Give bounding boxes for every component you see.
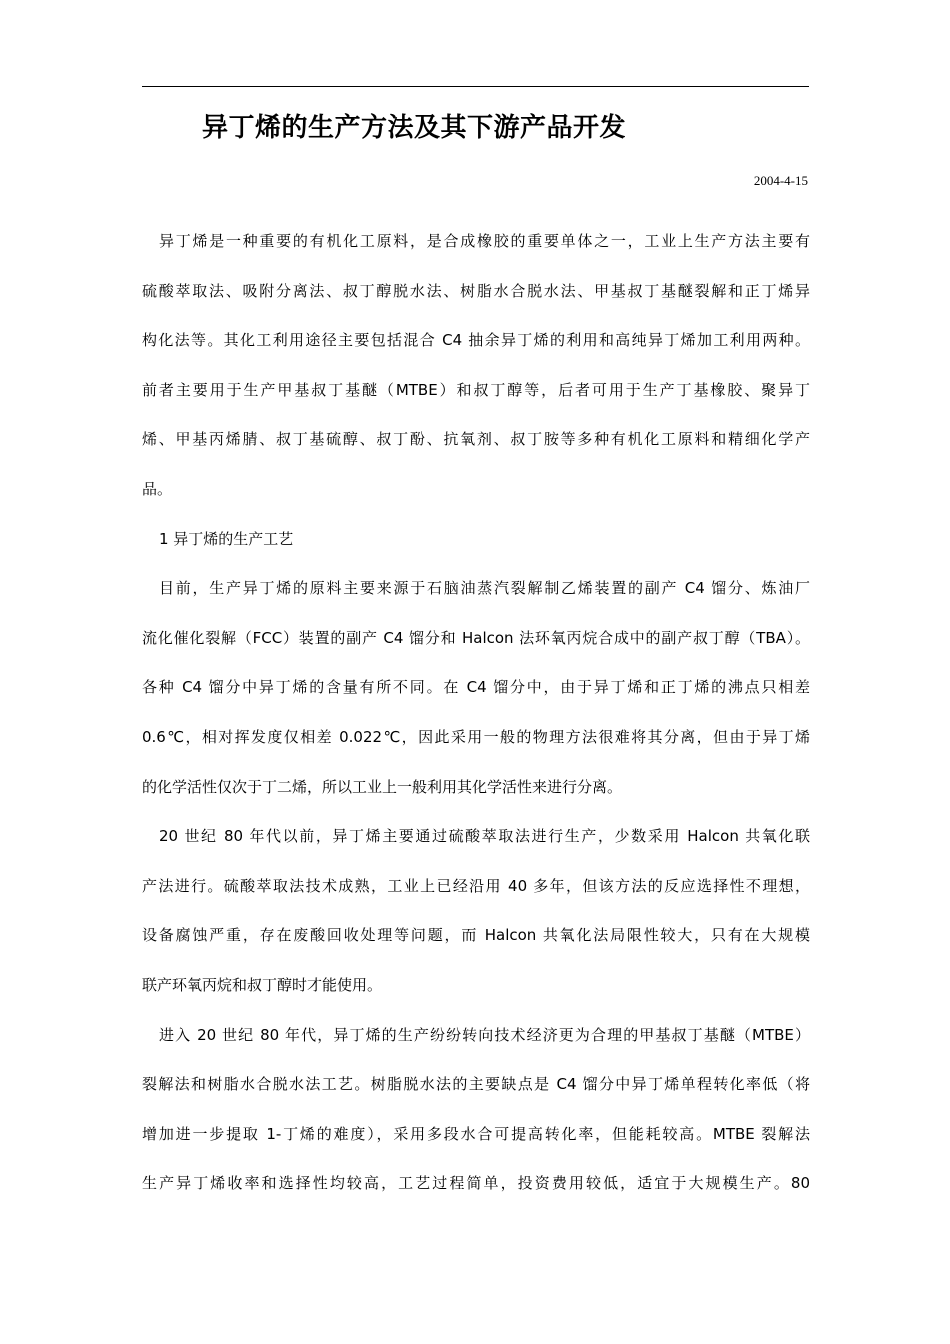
text-line: 裂解法和树脂水合脱水法工艺。树脂脱水法的主要缺点是 C4 馏分中异丁烯单程转化率低（将 (142, 1075, 810, 1094)
text-line: 进入 20 世纪 80 年代，异丁烯的生产纷纷转向技术经济更为合理的甲基叔丁基醚（MTBE） (159, 1025, 810, 1044)
text-line: 前者主要用于生产甲基叔丁基醚（MTBE）和叔丁醇等，后者可用于生产丁基橡胶、聚异丁 (142, 380, 810, 399)
text-line: 硫酸萃取法、吸附分离法、叔丁醇脱水法、树脂水合脱水法、甲基叔丁基醚裂解和正丁烯异 (142, 281, 810, 300)
document-title: 异丁烯的生产方法及其下游产品开发 (202, 113, 627, 143)
text-line: 异丁烯是一种重要的有机化工原料，是合成橡胶的重要单体之一，工业上生产方法主要有 (159, 232, 810, 250)
document-body (142, 228, 810, 1220)
document-date: 2004-4-15 (753, 173, 808, 188)
text-line: 流化催化裂解（FCC）装置的副产 C4 馏分和 Halcon 法环氧丙烷合成中的副产叔丁醇（TBA）。 (142, 628, 810, 647)
text-line: 联产环氧丙烷和叔丁醇时才能使用。 (142, 975, 383, 994)
text-line: 烯、甲基丙烯腈、叔丁基硫醇、叔丁酚、抗氧剂、叔丁胺等多种有机化工原料和精细化学产 (142, 430, 810, 449)
text-line: 设备腐蚀严重，存在废酸回收处理等问题，而 Halcon 共氧化法局限性较大，只有在大规模 (142, 926, 810, 945)
text-line: 各种 C4 馏分中异丁烯的含量有所不同。在 C4 馏分中，由于异丁烯和正丁烯的沸点只相差 (142, 678, 810, 697)
text-line: 0.6℃，相对挥发度仅相差 0.022℃，因此采用一般的物理方法很难将其分离，但由于异丁烯 (142, 727, 810, 746)
text-line: 生产异丁烯收率和选择性均较高，工艺过程简单，投资费用较低，适宜于大规模生产。80 (142, 1174, 810, 1193)
text-line: 目前，生产异丁烯的原料主要来源于石脑油蒸汽裂解制乙烯装置的副产 C4 馏分、炼油厂 (159, 579, 810, 598)
text-line: 的化学活性仅次于丁二烯，所以工业上一般利用其化学活性来进行分离。 (142, 777, 623, 796)
text-line: 构化法等。其化工利用途径主要包括混合 C4 抽余异丁烯的利用和高纯异丁烯加工利用两种。 (142, 331, 810, 350)
section-heading: 1 异丁烯的生产工艺 (159, 529, 294, 548)
header-rule (142, 86, 809, 87)
text-line: 20 世纪 80 年代以前，异丁烯主要通过硫酸萃取法进行生产，少数采用 Halcon 共氧化联 (159, 827, 810, 846)
text-line: 品。 (142, 479, 173, 498)
text-line: 增加进一步提取 1-丁烯的难度），采用多段水合可提高转化率，但能耗较高。MTBE 裂解法 (142, 1124, 810, 1143)
text-line: 产法进行。硫酸萃取法技术成熟，工业上已经沿用 40 多年，但该方法的反应选择性不理想， (142, 876, 810, 895)
